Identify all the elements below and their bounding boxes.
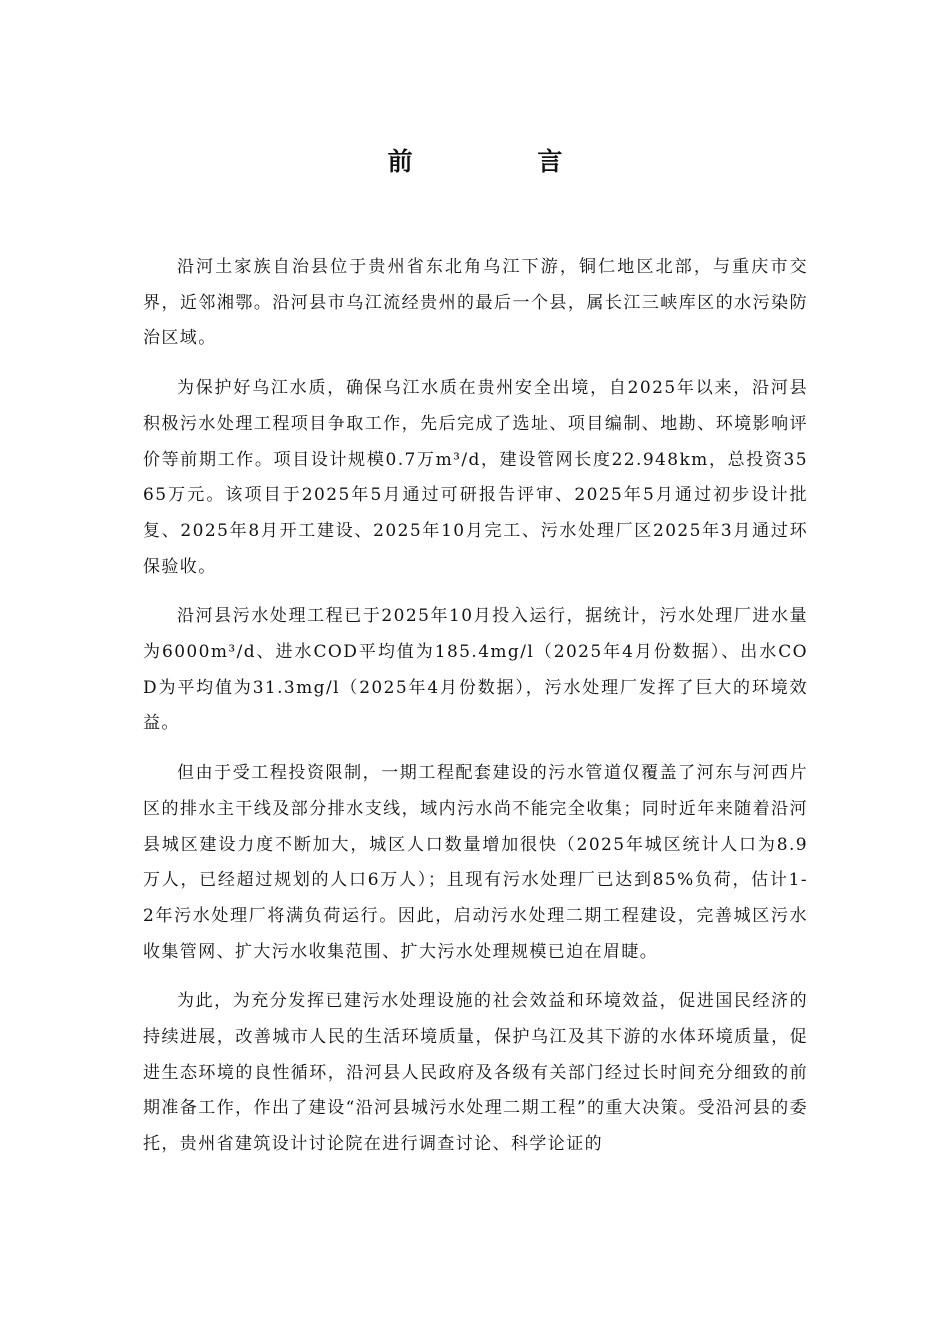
document-body [143,250,808,1177]
paragraph-decision: 为此，为充分发挥已建污水处理设施的社会效益和环境效益，促进国民经济的持续进展，改善城市人民的生活环境质量，保护乌江及其下游的水体环境质量，促进生态环境的良性循环，沿河县人民政府及各级有关部门经过长时间充分细致的前期准备工作，作出了建设“沿河县城污水处理二期工程”的重大决策。受沿河县的委托，贵州省建筑设计讨论院在进行调查讨论、科学论证的 [143,991,808,1155]
paragraph-limitations: 但由于受工程投资限制，一期工程配套建设的污水管道仅覆盖了河东与河西片区的排水主干线及部分排水支线，域内污水尚不能完全收集；同时近年来随着沿河县城区建设力度不断加大，城区人口数量增加很快（2025年城区统计人口为8.9万人，已经超过规划的人口6万人）；且现有污水处理厂已达到85%负荷，估计1-2年污水处理厂将满负荷运行。因此，启动污水处理二期工程建设，完善城区污水收集管网、扩大污水收集范围、扩大污水处理规模已迫在眉睫。 [143,763,808,962]
paragraph-operation: 沿河县污水处理工程已于2025年10月投入运行，据统计，污水处理厂进水量为6000m³/d、进水COD平均值为185.4mg/l（2025年4月份数据）、出水COD为平均值为31.3mg/l（2025年4月份数据），污水处理厂发挥了巨大的环境效益。 [143,606,808,734]
paragraph-project-history: 为保护好乌江水质，确保乌江水质在贵州安全出境，自2025年以来，沿河县积极污水处理工程项目争取工作，先后完成了选址、项目编制、地勘、环境影响评价等前期工作。项目设计规模0.7万m³/d，建设管网长度22.948km，总投资3565万元。该项目于2025年5月通过可研报告评审、2025年5月通过初步设计批复、2025年8月开工建设、2025年10月完工、污水处理厂区2025年3月通过环保验收。 [143,378,808,577]
paragraph-location: 沿河土家族自治县位于贵州省东北角乌江下游，铜仁地区北部，与重庆市交界，近邻湘鄂。沿河县市乌江流经贵州的最后一个县，属长江三峡库区的水污染防治区域。 [143,257,808,349]
page-title: 前 言 [387,147,621,176]
